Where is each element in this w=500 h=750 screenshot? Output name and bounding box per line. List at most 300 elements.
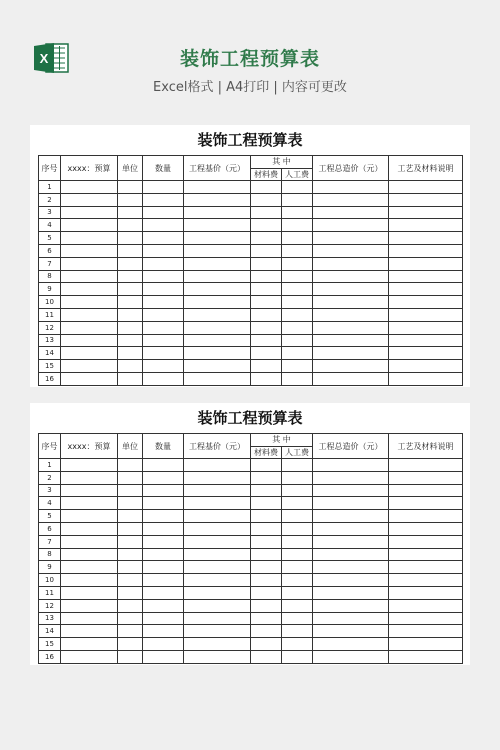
table-cell xyxy=(313,372,389,385)
table-cell xyxy=(251,522,282,535)
table-cell xyxy=(118,612,143,625)
table-cell xyxy=(143,599,184,612)
table-cell xyxy=(61,497,118,510)
table-row xyxy=(39,497,463,510)
table-row xyxy=(39,548,463,561)
table-cell xyxy=(282,484,313,497)
col-unit-header: 单位 xyxy=(118,156,143,181)
row-number: 8 xyxy=(39,270,61,283)
row-number: 7 xyxy=(39,257,61,270)
row-number: 14 xyxy=(39,625,61,638)
row-number: 2 xyxy=(39,471,61,484)
table-cell xyxy=(61,232,118,245)
table-cell xyxy=(282,510,313,523)
table-cell xyxy=(118,548,143,561)
table-cell xyxy=(184,535,251,548)
table-cell xyxy=(389,484,463,497)
table-row xyxy=(39,638,463,651)
table-row xyxy=(39,561,463,574)
row-number: 11 xyxy=(39,308,61,321)
table-cell xyxy=(389,638,463,651)
table-cell xyxy=(313,308,389,321)
table-cell xyxy=(282,625,313,638)
table-cell xyxy=(143,574,184,587)
table-cell xyxy=(143,484,184,497)
page-title: 装饰工程预算表 xyxy=(179,48,320,70)
table-cell xyxy=(251,586,282,599)
table-cell xyxy=(184,360,251,373)
table-cell xyxy=(251,360,282,373)
table-cell xyxy=(251,471,282,484)
table-cell xyxy=(61,638,118,651)
table-cell xyxy=(118,181,143,194)
table-cell xyxy=(389,650,463,663)
table-cell xyxy=(61,372,118,385)
table-cell xyxy=(251,257,282,270)
table-cell xyxy=(184,459,251,472)
table-cell xyxy=(313,347,389,360)
table-cell xyxy=(389,360,463,373)
table-row xyxy=(39,586,463,599)
table-cell xyxy=(313,321,389,334)
table-cell xyxy=(313,283,389,296)
table-cell xyxy=(282,270,313,283)
table-cell xyxy=(251,321,282,334)
table-cell xyxy=(143,471,184,484)
col-total-header: 工程总造价（元） xyxy=(313,434,389,459)
table-cell xyxy=(282,296,313,309)
table-cell xyxy=(143,219,184,232)
table-cell xyxy=(118,574,143,587)
table-cell xyxy=(389,347,463,360)
col-group-header: 其 中 xyxy=(251,156,313,169)
table-cell xyxy=(118,193,143,206)
table-cell xyxy=(313,586,389,599)
table-cell xyxy=(184,347,251,360)
table-cell xyxy=(282,334,313,347)
row-number: 16 xyxy=(39,372,61,385)
table-row xyxy=(39,625,463,638)
row-number: 15 xyxy=(39,360,61,373)
table-cell xyxy=(282,206,313,219)
table-cell xyxy=(389,308,463,321)
table-cell xyxy=(61,347,118,360)
table-cell xyxy=(118,360,143,373)
table-cell xyxy=(313,599,389,612)
row-number: 13 xyxy=(39,334,61,347)
table-cell xyxy=(118,244,143,257)
row-number: 1 xyxy=(39,459,61,472)
table-cell xyxy=(184,181,251,194)
table-cell xyxy=(251,497,282,510)
table-cell xyxy=(118,308,143,321)
table-cell xyxy=(143,257,184,270)
table-cell xyxy=(389,586,463,599)
table-cell xyxy=(184,232,251,245)
table-cell xyxy=(143,206,184,219)
table-cell xyxy=(61,548,118,561)
table-cell xyxy=(61,270,118,283)
table-cell xyxy=(184,612,251,625)
col-material-header: 材料费 xyxy=(251,168,282,181)
table-cell xyxy=(118,625,143,638)
table-cell xyxy=(184,484,251,497)
table-cell xyxy=(118,219,143,232)
table-cell xyxy=(251,219,282,232)
table-cell xyxy=(389,625,463,638)
row-number: 2 xyxy=(39,193,61,206)
table-cell xyxy=(61,586,118,599)
table-cell xyxy=(143,372,184,385)
table-cell xyxy=(389,270,463,283)
table-row xyxy=(39,535,463,548)
table-cell xyxy=(143,497,184,510)
table-cell xyxy=(118,471,143,484)
row-number: 1 xyxy=(39,181,61,194)
table-cell xyxy=(184,497,251,510)
table-cell xyxy=(251,181,282,194)
table-cell xyxy=(251,625,282,638)
table-cell xyxy=(389,372,463,385)
table-cell xyxy=(61,181,118,194)
table-cell xyxy=(61,321,118,334)
table-row xyxy=(39,522,463,535)
table-cell xyxy=(61,484,118,497)
table-cell xyxy=(389,561,463,574)
table-cell xyxy=(184,372,251,385)
table-cell xyxy=(143,522,184,535)
table-cell xyxy=(118,484,143,497)
table-row xyxy=(39,232,463,245)
col-process-header: 工艺及材料说明 xyxy=(389,434,463,459)
table-cell xyxy=(313,206,389,219)
table-cell xyxy=(389,522,463,535)
sheet-title: 装饰工程预算表 xyxy=(197,409,303,427)
table-cell xyxy=(118,522,143,535)
table-cell xyxy=(143,232,184,245)
table-cell xyxy=(282,347,313,360)
table-cell xyxy=(61,612,118,625)
table-cell xyxy=(282,257,313,270)
table-cell xyxy=(389,181,463,194)
table-cell xyxy=(118,347,143,360)
table-cell xyxy=(251,283,282,296)
table-cell xyxy=(282,599,313,612)
col-labor-header: 人工费 xyxy=(282,168,313,181)
table-cell xyxy=(282,471,313,484)
table-cell xyxy=(313,497,389,510)
table-cell xyxy=(184,257,251,270)
table-cell xyxy=(118,334,143,347)
row-number: 6 xyxy=(39,244,61,257)
table-cell xyxy=(282,522,313,535)
table-cell xyxy=(251,612,282,625)
table-cell xyxy=(389,219,463,232)
table-cell xyxy=(282,459,313,472)
table-cell xyxy=(118,270,143,283)
table-cell xyxy=(282,308,313,321)
col-labor-header: 人工费 xyxy=(282,446,313,459)
table-cell xyxy=(61,650,118,663)
table-cell xyxy=(313,484,389,497)
table-cell xyxy=(389,535,463,548)
col-seq-header: 序号 xyxy=(39,434,61,459)
table-row xyxy=(39,347,463,360)
row-number: 4 xyxy=(39,497,61,510)
table-cell xyxy=(251,232,282,245)
table-cell xyxy=(282,574,313,587)
table-cell xyxy=(313,334,389,347)
table-cell xyxy=(118,561,143,574)
table-row xyxy=(39,321,463,334)
table-cell xyxy=(61,599,118,612)
table-cell xyxy=(184,510,251,523)
table-cell xyxy=(251,535,282,548)
table-cell xyxy=(184,561,251,574)
table-cell xyxy=(313,257,389,270)
table-cell xyxy=(184,471,251,484)
table-cell xyxy=(313,548,389,561)
table-cell xyxy=(184,244,251,257)
table-cell xyxy=(313,625,389,638)
table-cell xyxy=(389,459,463,472)
table-cell xyxy=(282,372,313,385)
budget-table xyxy=(38,433,463,664)
row-number: 4 xyxy=(39,219,61,232)
table-cell xyxy=(61,360,118,373)
table-cell xyxy=(389,206,463,219)
table-cell xyxy=(143,334,184,347)
table-cell xyxy=(313,612,389,625)
table-cell xyxy=(313,574,389,587)
table-cell xyxy=(118,650,143,663)
table-cell xyxy=(313,650,389,663)
row-number: 3 xyxy=(39,484,61,497)
table-cell xyxy=(389,283,463,296)
table-cell xyxy=(251,574,282,587)
table-cell xyxy=(313,510,389,523)
table-cell xyxy=(313,471,389,484)
table-cell xyxy=(282,561,313,574)
table-cell xyxy=(313,296,389,309)
table-cell xyxy=(61,471,118,484)
table-cell xyxy=(118,459,143,472)
table-cell xyxy=(282,586,313,599)
table-cell xyxy=(389,257,463,270)
col-process-header: 工艺及材料说明 xyxy=(389,156,463,181)
table-cell xyxy=(143,308,184,321)
table-cell xyxy=(184,574,251,587)
table-row xyxy=(39,193,463,206)
row-number: 15 xyxy=(39,638,61,651)
table-cell xyxy=(251,484,282,497)
table-cell xyxy=(61,522,118,535)
table-row xyxy=(39,574,463,587)
sheet-preview-2 xyxy=(30,403,470,665)
table-cell xyxy=(251,270,282,283)
table-cell xyxy=(389,548,463,561)
table-cell xyxy=(389,574,463,587)
table-cell xyxy=(143,181,184,194)
table-cell xyxy=(251,347,282,360)
row-number: 9 xyxy=(39,283,61,296)
table-cell xyxy=(118,321,143,334)
table-row xyxy=(39,219,463,232)
table-cell xyxy=(118,535,143,548)
table-cell xyxy=(313,232,389,245)
table-cell xyxy=(61,219,118,232)
table-cell xyxy=(184,270,251,283)
table-cell xyxy=(143,625,184,638)
table-row xyxy=(39,612,463,625)
table-cell xyxy=(282,244,313,257)
table-row xyxy=(39,599,463,612)
col-unit-header: 单位 xyxy=(118,434,143,459)
table-cell xyxy=(118,599,143,612)
col-material-header: 材料费 xyxy=(251,446,282,459)
table-cell xyxy=(313,270,389,283)
table-cell xyxy=(389,497,463,510)
table-cell xyxy=(143,561,184,574)
table-cell xyxy=(251,334,282,347)
row-number: 9 xyxy=(39,561,61,574)
table-cell xyxy=(251,599,282,612)
table-cell xyxy=(282,283,313,296)
table-row xyxy=(39,308,463,321)
table-row xyxy=(39,471,463,484)
table-cell xyxy=(61,459,118,472)
table-cell xyxy=(282,219,313,232)
table-cell xyxy=(143,360,184,373)
table-cell xyxy=(389,510,463,523)
table-cell xyxy=(184,599,251,612)
table-cell xyxy=(251,510,282,523)
table-cell xyxy=(389,599,463,612)
table-cell xyxy=(143,535,184,548)
table-row xyxy=(39,334,463,347)
page-subtitle: Excel格式 | A4打印 | 内容可更改 xyxy=(153,80,347,95)
sheet-preview-1 xyxy=(30,125,470,387)
table-cell xyxy=(313,193,389,206)
table-cell xyxy=(118,497,143,510)
table-cell xyxy=(143,612,184,625)
table-cell xyxy=(251,308,282,321)
table-row xyxy=(39,360,463,373)
col-base-price-header: 工程基价（元） xyxy=(184,434,251,459)
table-cell xyxy=(282,360,313,373)
table-cell xyxy=(184,522,251,535)
row-number: 10 xyxy=(39,574,61,587)
table-cell xyxy=(143,459,184,472)
table-cell xyxy=(282,321,313,334)
row-number: 5 xyxy=(39,510,61,523)
table-cell xyxy=(282,181,313,194)
table-cell xyxy=(143,650,184,663)
col-name-header: xxxx：预算 xyxy=(61,434,118,459)
table-cell xyxy=(282,232,313,245)
table-cell xyxy=(313,459,389,472)
table-row xyxy=(39,296,463,309)
table-cell xyxy=(184,586,251,599)
table-cell xyxy=(251,296,282,309)
table-cell xyxy=(61,510,118,523)
table-cell xyxy=(143,283,184,296)
col-base-price-header: 工程基价（元） xyxy=(184,156,251,181)
table-row xyxy=(39,650,463,663)
table-cell xyxy=(143,586,184,599)
table-cell xyxy=(118,206,143,219)
table-row xyxy=(39,459,463,472)
table-cell xyxy=(389,296,463,309)
col-seq-header: 序号 xyxy=(39,156,61,181)
table-cell xyxy=(313,244,389,257)
table-cell xyxy=(118,372,143,385)
table-cell xyxy=(251,650,282,663)
table-cell xyxy=(184,625,251,638)
table-cell xyxy=(61,283,118,296)
table-cell xyxy=(184,283,251,296)
table-cell xyxy=(118,296,143,309)
table-cell xyxy=(61,193,118,206)
table-cell xyxy=(389,334,463,347)
table-cell xyxy=(184,321,251,334)
table-cell xyxy=(313,219,389,232)
table-cell xyxy=(282,548,313,561)
row-number: 16 xyxy=(39,650,61,663)
table-cell xyxy=(282,638,313,651)
table-cell xyxy=(313,360,389,373)
table-cell xyxy=(118,638,143,651)
table-cell xyxy=(282,612,313,625)
table-cell xyxy=(282,650,313,663)
table-cell xyxy=(61,244,118,257)
row-number: 12 xyxy=(39,321,61,334)
table-cell xyxy=(61,257,118,270)
table-cell xyxy=(313,522,389,535)
row-number: 6 xyxy=(39,522,61,535)
table-cell xyxy=(184,206,251,219)
table-cell xyxy=(251,548,282,561)
table-cell xyxy=(184,650,251,663)
table-cell xyxy=(251,244,282,257)
row-number: 13 xyxy=(39,612,61,625)
table-cell xyxy=(143,638,184,651)
table-row xyxy=(39,484,463,497)
table-cell xyxy=(118,586,143,599)
table-cell xyxy=(184,193,251,206)
table-cell xyxy=(282,497,313,510)
table-cell xyxy=(61,625,118,638)
table-cell xyxy=(389,244,463,257)
table-row xyxy=(39,244,463,257)
table-cell xyxy=(313,561,389,574)
table-cell xyxy=(389,471,463,484)
row-number: 5 xyxy=(39,232,61,245)
table-cell xyxy=(61,206,118,219)
table-cell xyxy=(184,308,251,321)
excel-logo-letter: X xyxy=(39,51,49,66)
table-cell xyxy=(143,548,184,561)
table-cell xyxy=(143,270,184,283)
table-cell xyxy=(118,283,143,296)
table-cell xyxy=(282,193,313,206)
col-qty-header: 数量 xyxy=(143,156,184,181)
table-cell xyxy=(61,296,118,309)
table-cell xyxy=(143,321,184,334)
row-number: 11 xyxy=(39,586,61,599)
table-cell xyxy=(184,334,251,347)
table-row xyxy=(39,372,463,385)
